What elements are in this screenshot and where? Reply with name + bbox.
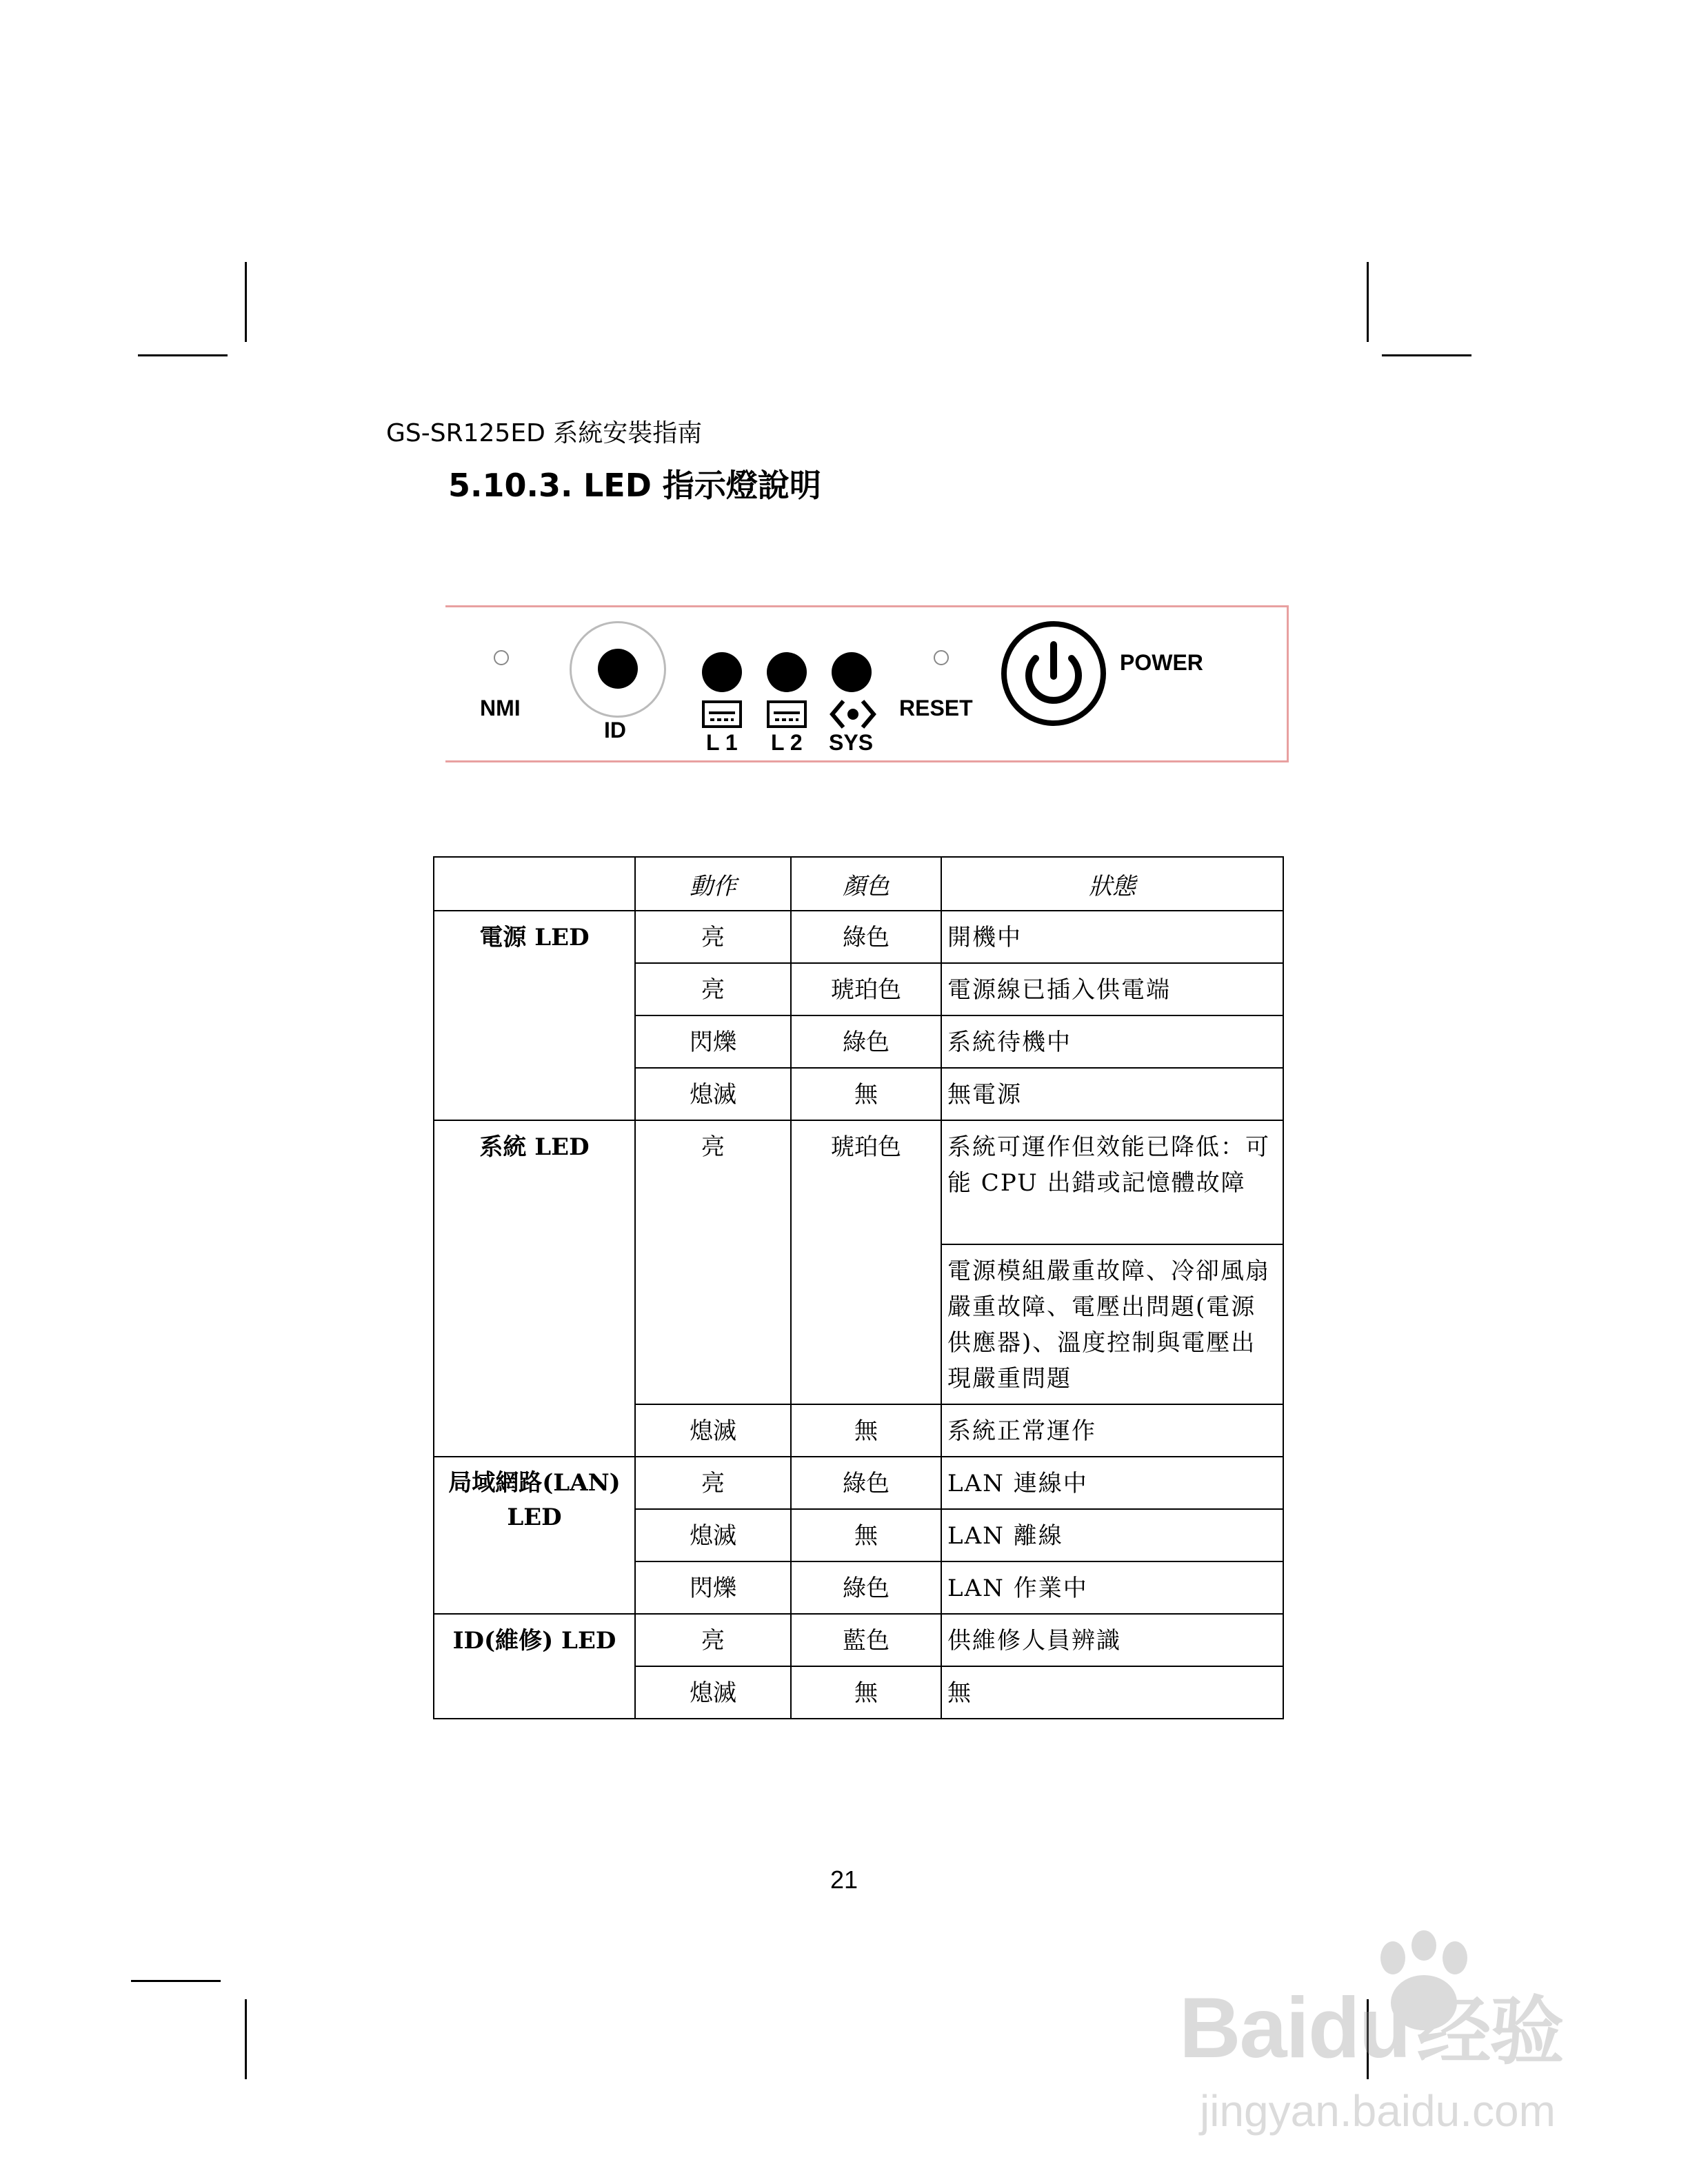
l1-label: L 1: [706, 730, 738, 755]
sys-label: SYS: [829, 730, 874, 755]
cell-color: 無: [791, 1509, 941, 1561]
power-button-icon: [1000, 620, 1107, 727]
cell-action: 熄滅: [635, 1404, 791, 1457]
cell-status: LAN 離線: [941, 1509, 1283, 1561]
crop-mark-bottom-left-h: [131, 1980, 221, 1982]
cell-status: 系統正常運作: [941, 1404, 1283, 1457]
section-heading: LED 指示燈說明: [583, 467, 821, 504]
l2-led: [767, 652, 807, 692]
cell-action: 熄滅: [635, 1509, 791, 1561]
lan-led-name: [434, 1457, 635, 1614]
cell-color: 藍色: [791, 1614, 941, 1666]
section-title: [448, 461, 821, 506]
cell-status: LAN 作業中: [941, 1561, 1283, 1614]
cell-status: 系統待機中: [941, 1015, 1283, 1068]
watermark-url: jingyan.baidu.com: [1200, 2086, 1556, 2136]
l2-label: L 2: [771, 730, 803, 755]
header-color: 顏色: [791, 857, 941, 911]
cell-action: 亮: [635, 1457, 791, 1509]
cell-color: 綠色: [791, 911, 941, 963]
cell-color: 綠色: [791, 1561, 941, 1614]
cell-action: 亮: [635, 1614, 791, 1666]
page-number: 21: [830, 1866, 858, 1894]
power-label: POWER: [1120, 650, 1203, 675]
lan-led-name-line1: 局域網路(LAN): [448, 1469, 621, 1497]
table-row: [434, 1457, 1283, 1509]
lan-port-icon: [767, 700, 807, 728]
header-indicator: [434, 857, 635, 911]
cell-color: 琥珀色: [791, 963, 941, 1015]
reset-led: [934, 650, 949, 665]
table-row: [434, 1120, 1283, 1244]
system-diamond-icon: [828, 698, 878, 730]
front-panel-figure: [445, 605, 1289, 762]
cell-color: 綠色: [791, 1015, 941, 1068]
cell-action: 熄滅: [635, 1068, 791, 1120]
crop-mark-bottom-left-v: [245, 1999, 247, 2079]
nmi-label: NMI: [480, 696, 521, 720]
cell-color: 無: [791, 1404, 941, 1457]
cell-action: 亮: [635, 1120, 791, 1404]
id-led-name: ID(維修) LED: [434, 1614, 635, 1719]
cell-status: 無電源: [941, 1068, 1283, 1120]
cell-status: 開機中: [941, 911, 1283, 963]
cell-status: 供維修人員辨識: [941, 1614, 1283, 1666]
power-led-name: 電源 LED: [434, 911, 635, 1120]
lan-port-icon: [702, 700, 742, 728]
cell-status: 無: [941, 1666, 1283, 1719]
table-row: [434, 911, 1283, 963]
cell-action: 亮: [635, 911, 791, 963]
baidu-watermark: [1179, 1930, 1593, 2165]
watermark-brand: Baidu经验: [1179, 1981, 1563, 2076]
cell-color: 琥珀色: [791, 1120, 941, 1404]
id-label: ID: [604, 718, 626, 742]
cell-action: 熄滅: [635, 1666, 791, 1719]
cell-status: 電源線已插入供電端: [941, 963, 1283, 1015]
sys-led: [832, 652, 872, 692]
crop-mark-top-left-v: [245, 262, 247, 342]
header-action: 動作: [635, 857, 791, 911]
lan-led-name-line2: LED: [507, 1504, 562, 1531]
crop-mark-top-right-v: [1367, 262, 1369, 342]
reset-label: RESET: [899, 696, 973, 720]
system-led-name: 系統 LED: [434, 1120, 635, 1457]
cell-color: 綠色: [791, 1457, 941, 1509]
crop-mark-top-right-h: [1382, 354, 1471, 356]
id-button: [598, 649, 638, 689]
cell-status: 電源模組嚴重故障、冷卻風扇嚴重故障、電壓出問題(電源供應器)、溫度控制與電壓出現嚴重問題: [941, 1244, 1283, 1404]
nmi-led: [494, 650, 509, 665]
cell-status: LAN 連線中: [941, 1457, 1283, 1509]
document-header: GS-SR125ED 系統安裝指南: [386, 419, 703, 447]
led-status-table: [433, 856, 1284, 1719]
l1-led: [702, 652, 742, 692]
cell-color: 無: [791, 1666, 941, 1719]
crop-mark-top-left-h: [138, 354, 228, 356]
table-header-row: [434, 857, 1283, 911]
table-row: [434, 1614, 1283, 1666]
header-status: 狀態: [941, 857, 1283, 911]
section-number: 5.10.3.: [448, 467, 573, 504]
cell-status: 系統可運作但效能已降低：可能 CPU 出錯或記憶體故障: [941, 1120, 1283, 1244]
cell-action: 亮: [635, 963, 791, 1015]
cell-color: 無: [791, 1068, 941, 1120]
cell-action: 閃爍: [635, 1561, 791, 1614]
cell-action: 閃爍: [635, 1015, 791, 1068]
